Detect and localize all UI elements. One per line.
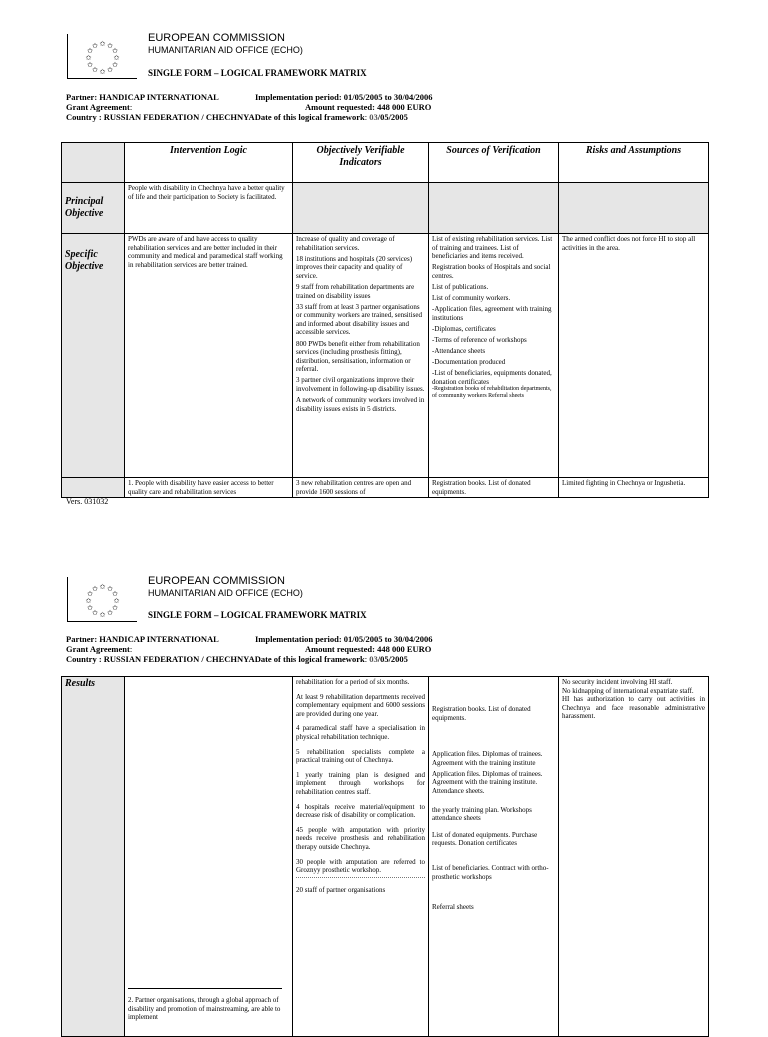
meta-country-line (66, 654, 408, 664)
meta-period-line (255, 634, 433, 644)
result-source: List of beneficiaries. Contract with ortho-prosthetic workshops (432, 864, 549, 881)
specific-indicator: 3 partner civil organizations improve their involvement in following-up disability issues. (296, 376, 425, 393)
row-label-specific (62, 234, 125, 478)
svg-text:✩: ✩ (99, 583, 106, 591)
amount-label: Amount requested: (305, 102, 378, 112)
amount-value: 448 000 EURO (377, 644, 432, 654)
svg-text:✩: ✩ (99, 40, 106, 48)
amount-value: 448 000 EURO (377, 102, 432, 112)
meta-amount-line (305, 102, 431, 112)
header-form-title: SINGLE FORM – LOGICAL FRAMEWORK MATRIX (148, 68, 367, 78)
date-label: Date of this logical framework (254, 112, 365, 122)
partner-label: Partner: (66, 92, 100, 102)
date-prefix: 03 (369, 112, 378, 122)
specific-indicator: A network of community workers involved in disability issues exists in 5 districts. (296, 396, 425, 413)
indicator-separator (296, 877, 425, 878)
result-indicator: 1 yearly training plan is designed and implement through workshops for rehabilitation centres staff. (296, 770, 425, 796)
results-sources (429, 677, 559, 1037)
date-value: /05/2005 (377, 112, 408, 122)
date-label: Date of this logical framework (254, 654, 365, 664)
result1-logic: 1. People with disability have easier access to better quality care and rehabilitation services (125, 478, 293, 498)
result1-sources: Registration books. List of donated equipments. (429, 478, 559, 498)
meta-country-line (66, 112, 408, 122)
grant-label: Grant Agreement (66, 102, 130, 112)
svg-text:✩: ✩ (99, 611, 106, 619)
partner-value: HANDICAP INTERNATIONAL (99, 92, 219, 102)
col-header-sources: Sources of Verification (429, 143, 559, 183)
specific-indicator: 33 staff from at least 3 partner organisations or community workers are trained, sensitised and informed about disability issues and accessible services. (296, 302, 422, 337)
meta-partner-line (66, 634, 219, 644)
meta-grant-line (66, 644, 132, 654)
specific-source: -Terms of reference of workshops (432, 335, 527, 344)
grant-sep: : (129, 102, 133, 112)
period-label: Implementation period: (255, 92, 344, 102)
result1-indicators: 3 new rehabilitation centres are open and provide 1600 sessions of (293, 478, 429, 498)
result-source: Application files. Diplomas of trainees. Agreement with the training institute (432, 750, 543, 767)
result-indicator: 45 people with amputation with priority needs receive prosthesis and rehabilitation therapy outside Chechnya. (296, 825, 425, 851)
result-indicator: 4 paramedical staff have a specialisation in physical rehabilitation technique. (296, 724, 425, 741)
result-indicator: 30 people with amputation are referred to Groznyy prosthetic workshop. (296, 857, 425, 875)
principal-risks (559, 183, 709, 234)
date-prefix: 03 (369, 654, 378, 664)
result-source: the yearly training plan. Workshops attendance sheets (432, 805, 532, 823)
svg-text:✩: ✩ (112, 61, 118, 69)
result-source: Registration books. List of donated equipments. (432, 705, 531, 722)
col-header-logic: Intervention Logic (125, 143, 293, 183)
partner-label: Partner: (66, 634, 100, 644)
header-org: EUROPEAN COMMISSION (148, 32, 285, 44)
svg-text:✩: ✩ (107, 609, 113, 617)
eu-flag-logo (67, 577, 137, 622)
principal-sources (429, 183, 559, 234)
page-2 (0, 543, 768, 1024)
specific-source: Registration books of Hospitals and social centres. (432, 263, 551, 280)
result-source: List of donated equipments. Purchase requests. Donation certificates (432, 830, 538, 848)
specific-source-small: -Registration books of rehabilitation departments, of community workers Referral sheets (432, 386, 552, 400)
svg-text:✩: ✩ (107, 66, 113, 74)
svg-text:✩: ✩ (87, 590, 93, 598)
grant-label: Grant Agreement (66, 644, 130, 654)
specific-source: -List of beneficiaries, equipments donated, donation certificates (432, 369, 552, 386)
svg-text:✩: ✩ (85, 54, 92, 62)
specific-source: List of publications. (432, 282, 489, 291)
svg-text:✩: ✩ (87, 61, 93, 69)
amount-label: Amount requested: (305, 644, 378, 654)
svg-text:✩: ✩ (112, 47, 118, 55)
svg-text:✩: ✩ (87, 604, 93, 612)
partner-value: HANDICAP INTERNATIONAL (99, 634, 219, 644)
result-indicator: 4 hospitals receive material/equipment to decrease risk of disability or complication. (296, 802, 425, 820)
country-value: RUSSIAN FEDERATION / CHECHNYA (103, 112, 255, 122)
specific-sources (429, 234, 559, 478)
result-risk: HI has authorization to carry out activities in Chechnya and face reasonable administrative harassment. (562, 695, 705, 721)
header-org: EUROPEAN COMMISSION (148, 575, 285, 587)
specific-indicators (293, 234, 429, 478)
date-sep: : (364, 654, 370, 664)
period-label: Implementation period: (255, 634, 344, 644)
svg-text:✩: ✩ (107, 585, 113, 593)
meta-amount-line (305, 644, 431, 654)
specific-indicator: Increase of quality and coverage of rehabilitation services. (296, 235, 395, 252)
country-label: Country : (66, 112, 104, 122)
svg-text:✩: ✩ (113, 597, 120, 605)
specific-source: List of existing rehabilitation services. List of training and trainees. List of beneficiaries and items received. (432, 235, 553, 261)
svg-text:✩: ✩ (85, 597, 92, 605)
meta-period-line (255, 92, 433, 102)
specific-source: -Documentation produced (432, 358, 506, 367)
svg-text:✩: ✩ (92, 66, 98, 74)
specific-source: -Diplomas, certificates (432, 324, 496, 333)
specific-source: List of community workers. (432, 294, 511, 303)
result-indicator: At least 9 rehabilitation departments received complementary equipment and 6000 sessions are provided during one year. (296, 692, 425, 718)
svg-text:✩: ✩ (107, 42, 113, 50)
meta-grant-line (66, 102, 132, 112)
result-separator (128, 988, 282, 989)
header-form-title: SINGLE FORM – LOGICAL FRAMEWORK MATRIX (148, 610, 367, 620)
result-risk: No kidnapping of international expatriate staff. (562, 686, 694, 695)
specific-label: Specific Objective (65, 249, 104, 272)
specific-risks: The armed conflict does not force HI to stop all activities in the area. (559, 234, 709, 478)
logframe-table-page2 (61, 676, 709, 1037)
result2-logic: 2. Partner organisations, through a global approach of disability and promotion of mainstreaming, are able to implement (128, 996, 281, 1022)
specific-logic: PWDs are aware of and have access to quality rehabilitation services and are better included in their community and medical and paramedical staff working in rehabilitation services are better trained. (125, 234, 293, 478)
principal-logic: People with disability in Chechnya have a better quality of life and their participation to Society is facilitated. (125, 183, 293, 234)
header-office: HUMANITARIAN AID OFFICE (ECHO) (148, 45, 303, 55)
period-value: 01/05/2005 to 30/04/2006 (343, 92, 433, 102)
meta-partner-line (66, 92, 219, 102)
results-logic (125, 677, 293, 1037)
svg-text:✩: ✩ (92, 42, 98, 50)
date-value: /05/2005 (377, 654, 408, 664)
period-value: 01/05/2005 to 30/04/2006 (343, 634, 433, 644)
svg-text:✩: ✩ (87, 47, 93, 55)
svg-text:✩: ✩ (92, 585, 98, 593)
result-indicator: 5 rehabilitation specialists complete a practical training out of Chechnya. (296, 747, 425, 765)
col-header-indicators: Objectively Verifiable Indicators (293, 143, 429, 183)
result-indicator: 20 staff of partner organisations (296, 886, 386, 895)
result-source: Application files. Diplomas of trainees. Agreement with the training institute. Attendance sheets. (432, 769, 543, 796)
eu-flag-logo (67, 34, 137, 79)
col-header-risks: Risks and Assumptions (559, 143, 709, 183)
row-label-results: Results (62, 677, 125, 1037)
header-office: HUMANITARIAN AID OFFICE (ECHO) (148, 588, 303, 598)
logframe-table-page1 (61, 142, 709, 498)
svg-text:✩: ✩ (99, 68, 106, 76)
svg-text:✩: ✩ (113, 54, 120, 62)
specific-source: -Application files, agreement with training institutions (432, 305, 552, 322)
svg-text:✩: ✩ (112, 604, 118, 612)
grant-sep: : (129, 644, 133, 654)
svg-text:✩: ✩ (92, 609, 98, 617)
results-indicators (293, 677, 429, 1037)
specific-source: -Attendance sheets (432, 347, 486, 356)
specific-indicator: 18 institutions and hospitals (20 services) improves their capacity and quality of service. (296, 254, 413, 280)
result-risk: No security incident involving HI staff. (562, 678, 673, 686)
row-label-principal: Principal Objective (62, 183, 125, 234)
results-risks (559, 677, 709, 1037)
date-sep: : (364, 112, 370, 122)
corner-cell (62, 143, 125, 183)
principal-indicators (293, 183, 429, 234)
svg-text:✩: ✩ (112, 590, 118, 598)
result-indicator: rehabilitation for a period of six months. (296, 678, 410, 686)
country-label: Country : (66, 654, 104, 664)
result1-risks: Limited fighting in Chechnya or Ingushetia. (559, 478, 709, 498)
country-value: RUSSIAN FEDERATION / CHECHNYA (103, 654, 255, 664)
specific-indicator: 800 PWDs benefit either from rehabilitation services (including prosthesis fitting), distribution, sensitisation, information or referral. (296, 339, 420, 374)
version-label: Vers. 031032 (66, 497, 109, 506)
specific-indicator: 9 staff from rehabilitation departments are trained on disability issues (296, 282, 415, 300)
row-label-results-preview (62, 478, 125, 498)
result-source: Referral sheets (432, 903, 474, 912)
